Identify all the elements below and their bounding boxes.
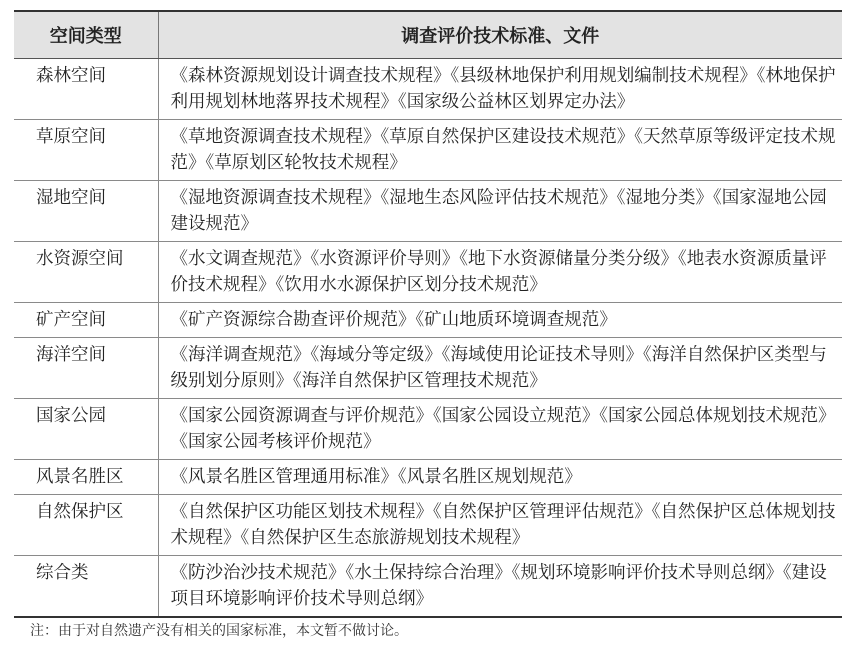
table-footnote: 注：由于对自然遗产没有相关的国家标准，本文暂不做讨论。: [30, 623, 408, 639]
header-space-type: 空间类型: [14, 11, 158, 59]
standards-cell: 《防沙治沙技术规范》《水土保持综合治理》《规划环境影响评价技术导则总纲》《建设项目环境影响评价技术导则总纲》: [170, 563, 827, 609]
standards-cell: 《草地资源调查技术规程》《草原自然保护区建设技术规范》《天然草原等级评定技术规范》《草原划区轮牧技术规程》: [158, 120, 842, 181]
space-type-cell: 草原空间: [14, 120, 158, 181]
space-type-cell: 综合类: [14, 556, 158, 618]
standards-cell: 《水文调查规范》《水资源评价导则》《地下水资源储量分类分级》《地表水资源质量评价技术规程》《饮用水水源保护区划分技术规范》: [158, 242, 842, 303]
space-type-cell: 风景名胜区: [14, 460, 158, 495]
standards-cell: 《海洋调查规范》《海域分等定级》《海域使用论证技术导则》《海洋自然保护区类型与级别划分原则》《海洋自然保护区管理技术规范》: [158, 338, 842, 399]
table-row: [14, 59, 842, 120]
table-body: [14, 59, 842, 618]
table-row: [14, 556, 842, 618]
table-row: [14, 242, 842, 303]
space-type-cell: 水资源空间: [14, 242, 158, 303]
space-type-cell: 自然保护区: [14, 495, 158, 556]
table-row: [14, 338, 842, 399]
table-row: [14, 181, 842, 242]
header-standards: 调查评价技术标准、文件: [158, 11, 842, 59]
table-row: [14, 303, 842, 338]
space-type-cell: 国家公园: [14, 399, 158, 460]
table-row: [14, 495, 842, 556]
table-row: [14, 120, 842, 181]
standards-cell: 《国家公园资源调查与评价规范》《国家公园设立规范》《国家公园总体规划技术规范》《国家公园考核评价规范》: [158, 399, 842, 460]
table-row: [14, 399, 842, 460]
header-row: [14, 11, 842, 59]
standards-cell: 《森林资源规划设计调查技术规程》《县级林地保护利用规划编制技术规程》《林地保护利用规划林地落界技术规程》《国家级公益林区划界定办法》: [158, 59, 842, 120]
standards-cell: 《自然保护区功能区划技术规程》《自然保护区管理评估规范》《自然保护区总体规划技术规程》《自然保护区生态旅游规划技术规程》: [158, 495, 842, 556]
table-row: [14, 460, 842, 495]
space-type-cell: 湿地空间: [14, 181, 158, 242]
space-type-cell: 矿产空间: [14, 303, 158, 338]
standards-table: [14, 10, 842, 618]
table-header: [14, 11, 842, 59]
standards-cell: 《风景名胜区管理通用标准》《风景名胜区规划规范》: [158, 460, 842, 495]
space-type-cell: 森林空间: [14, 59, 158, 120]
standards-cell: 《矿产资源综合勘查评价规范》《矿山地质环境调查规范》: [158, 303, 842, 338]
standards-cell: 《湿地资源调查技术规程》《湿地生态风险评估技术规范》《湿地分类》《国家湿地公园建设规范》: [158, 181, 842, 242]
space-type-cell: 海洋空间: [14, 338, 158, 399]
